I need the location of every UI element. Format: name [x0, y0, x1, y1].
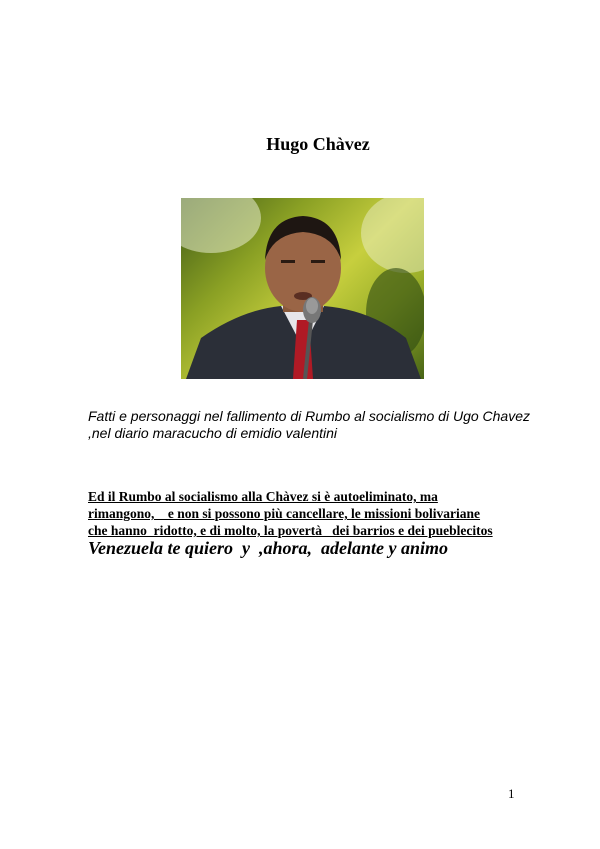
document-title: Hugo Chàvez — [266, 134, 370, 154]
page-number: 1 — [508, 786, 515, 801]
slogan: Venezuela te quiero y ,ahora, adelante y animo — [88, 538, 448, 558]
body-paragraph — [88, 488, 528, 539]
paragraph-line-1: Ed il Rumbo al socialismo alla Chàvez si è autoeliminato, ma — [88, 489, 438, 504]
paragraph-line-3: che hanno ridotto, e di molto, la povertà dei barrios e dei pueblecitos — [88, 523, 493, 538]
portrait-photo — [181, 198, 424, 379]
paragraph-line-2: rimangono, e non si possono più cancellare, le missioni bolivariane — [88, 506, 481, 521]
document-subtitle: Fatti e personaggi nel fallimento di Rumbo al socialismo di Ugo Chavez ,nel diario maracucho di emidio valentini — [88, 408, 530, 441]
